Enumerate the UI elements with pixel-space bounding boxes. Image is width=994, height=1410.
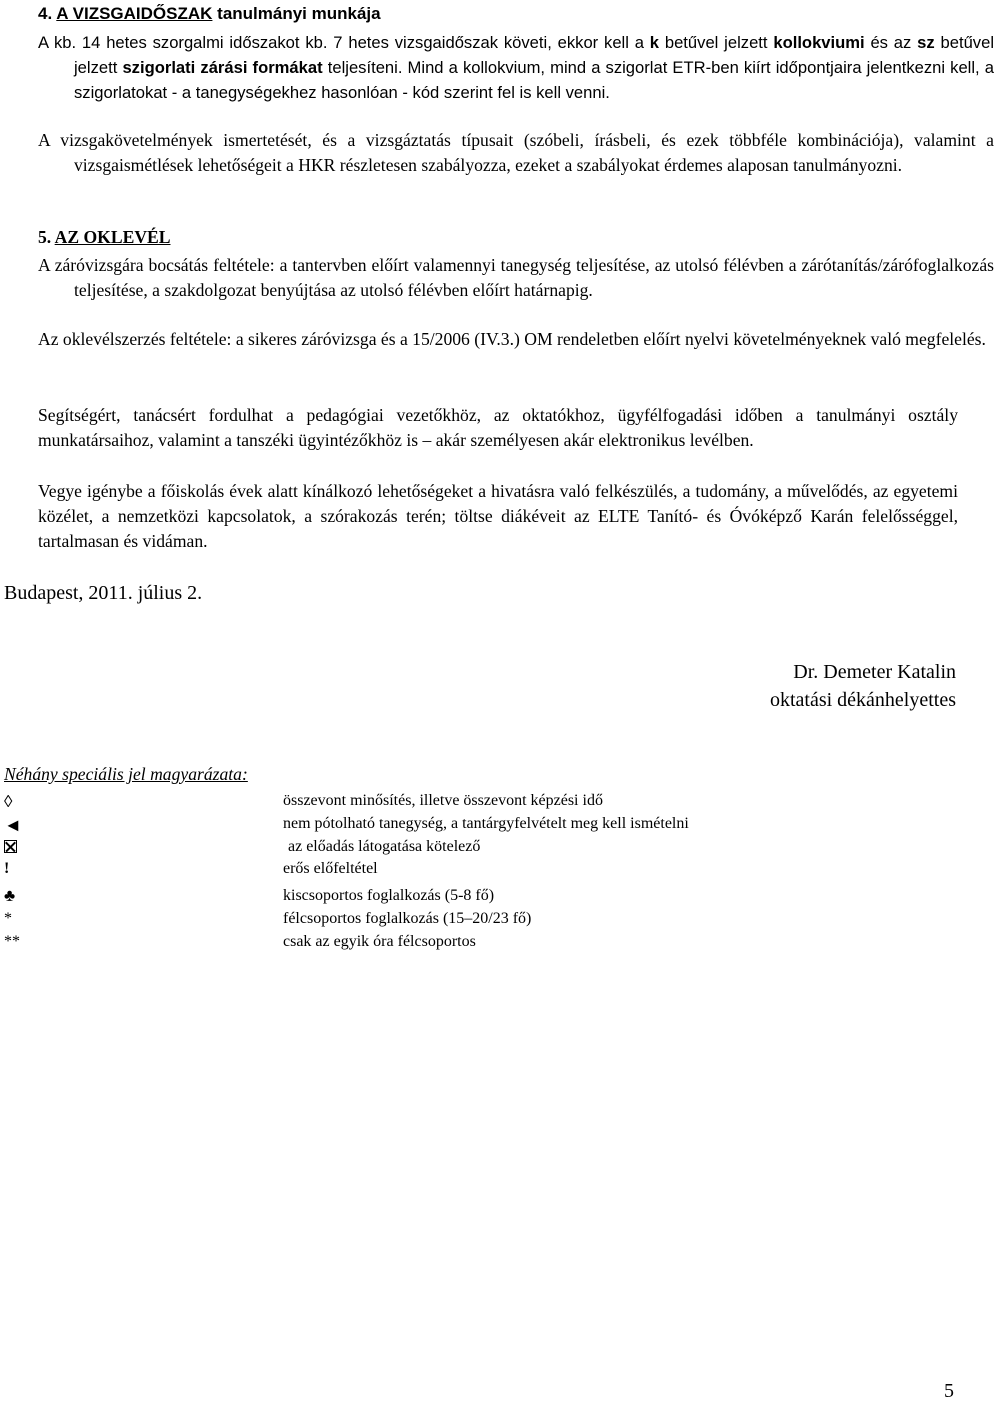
box-cross-icon: [4, 839, 17, 857]
legend-item-text: összevont minősítés, illetve összevont képzési idő: [283, 792, 603, 809]
section-4-paragraph-2: A vizsgakövetelmények ismertetését, és a vizsgáztatás típusait (szóbeli, írásbeli, és ezek többféle kombinációja), valamint a vizsgaismétlések lehetőségeit a HKR részletesen szabályozza, ezeket a szabályokat érdemes alaposan tanulmányozni.: [38, 130, 994, 175]
section-5-paragraph-1: A záróvizsgára bocsátás feltétele: a tantervben előírt valamennyi tanegység teljesítése, az utolsó félévben a zárótanítás/zárófoglalkozás teljesítése, a szakdolgozat benyújtása az utolsó félévben előírt határnapig.: [38, 255, 994, 300]
section-4-number: 4.: [38, 4, 53, 23]
section-4-title-underlined: A VIZSGAIDŐSZAK: [56, 4, 213, 23]
section-5-title: AZ OKLEVÉL: [54, 227, 171, 247]
legend-title: Néhány speciális jel magyarázata:: [4, 764, 248, 784]
section-4-title-rest: tanulmányi munkája: [212, 4, 381, 23]
signature-role: oktatási dékánhelyettes: [769, 689, 956, 711]
signature-name: Dr. Demeter Katalin: [793, 661, 956, 683]
asterisk-icon: *: [4, 910, 12, 927]
section-4-heading: [38, 4, 381, 24]
legend-item-text: kiscsoportos foglalkozás (5-8 fő): [283, 887, 495, 904]
section-4-paragraph-1: A kb. 14 hetes szorgalmi időszakot kb. 7 hetes vizsgaidőszak követi, ekkor kell a k betűvel jelzett kollokviumi és az sz betűvel jelzett szigorlati zárási formákat teljesíteni. Mind a kollokvium, mind a szigorlat ETR-ben kiírt időpontjaira jelentkezni kell, a szigorlatokat - a tanegységekhez hasonlóan - kód szerint fel is kell venni.: [38, 33, 994, 102]
page-number: 5: [944, 1380, 954, 1402]
help-paragraph-2: Vegye igénybe a főiskolás évek alatt kínálkozó lehetőségeket a hivatásra való felkészülés, a tudomány, a művelődés, az egyetemi közélet, a nemzetközi kapcsolatok, a szórakozás terén; töltse diákéveit az ELTE Tanító- és Óvóképző Karán felelősséggel, tartalmasan és vidáman.: [38, 481, 958, 551]
legend-item-text: nem pótolható tanegység, a tantárgyfelvételt meg kell ismételni: [283, 815, 689, 832]
club-icon: ♣: [4, 886, 16, 905]
exclamation-icon: !: [4, 860, 10, 877]
double-asterisk-icon: **: [4, 933, 20, 950]
help-paragraph-1: Segítségért, tanácsért fordulhat a pedagógiai vezetőkhöz, az oktatókhoz, ügyfélfogadási időben a tanulmányi osztály munkatársaihoz, valamint a tanszéki ügyintézőkhöz is – akár személyesen akár elektronikus levélben.: [38, 405, 958, 450]
legend-item-text: félcsoportos foglalkozás (15–20/23 fő): [283, 910, 532, 927]
left-triangle-icon: ◄: [4, 815, 22, 835]
section-5-heading: [38, 227, 171, 248]
legend-item-text: erős előfeltétel: [283, 860, 378, 877]
legend-item-text: csak az egyik óra félcsoportos: [283, 933, 476, 950]
diamond-icon: ◊: [4, 792, 13, 811]
section-5-paragraph-2: Az oklevélszerzés feltétele: a sikeres záróvizsga és a 15/2006 (IV.3.) OM rendeletben előírt nyelvi követelményeknek való megfelelés.: [38, 329, 986, 349]
section-5-number: 5.: [38, 227, 52, 247]
legend-item-text: az előadás látogatása kötelező: [288, 838, 481, 855]
date-line: Budapest, 2011. július 2.: [4, 582, 203, 604]
